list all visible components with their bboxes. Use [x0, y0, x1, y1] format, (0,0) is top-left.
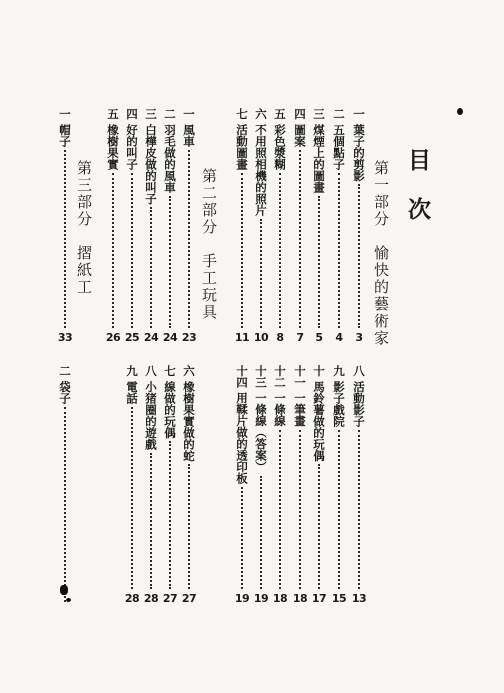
entry-page: 8 — [276, 331, 284, 344]
title-char: 次 — [408, 197, 431, 223]
entry-number: 五 — [273, 108, 287, 120]
entry-title: 一條線 — [273, 392, 287, 427]
leader-dots — [64, 407, 66, 603]
toc-entry[interactable] — [144, 108, 158, 344]
toc-entry[interactable] — [182, 365, 196, 605]
entry-page: 28 — [124, 592, 140, 605]
entry-number: 七 — [235, 108, 249, 120]
part-heading-2: 第二部分 手工玩具 — [200, 168, 218, 321]
entry-number: 七 — [163, 365, 177, 377]
leader-dots — [64, 150, 66, 329]
ink-spot — [66, 598, 71, 602]
entry-page: 18 — [272, 592, 288, 605]
leader-dots — [358, 184, 360, 328]
entry-title: 橡樹果實 — [106, 123, 120, 170]
entry-number: 十三 — [254, 365, 268, 388]
leader-dots — [150, 453, 152, 590]
leader-dots — [279, 430, 281, 590]
entry-title: 活動圖畫 — [235, 123, 249, 170]
ink-spot — [457, 108, 463, 115]
toc-entry[interactable] — [293, 365, 307, 605]
entry-number: 三 — [144, 108, 158, 120]
entry-title: 圖案 — [293, 123, 307, 147]
entry-number: 八 — [352, 365, 366, 377]
entry-title: 不用照相機的照片 — [254, 123, 268, 216]
toc-entry[interactable] — [182, 108, 196, 344]
entry-title: 帽子 — [58, 123, 72, 147]
leader-dots — [188, 150, 190, 329]
entry-page: 27 — [162, 592, 178, 605]
leader-dots — [150, 207, 152, 328]
toc-entry[interactable] — [352, 365, 366, 605]
leader-dots — [241, 487, 243, 589]
entry-title: 電話 — [125, 380, 139, 404]
entry-number: 十一 — [293, 365, 307, 388]
entry-title: 線做的玩偶 — [163, 380, 177, 438]
entry-number: 八 — [144, 365, 158, 377]
entry-title: 煤煙上的圖畫 — [312, 123, 326, 193]
entry-page: 5 — [315, 331, 323, 344]
toc-entry[interactable] — [235, 108, 249, 344]
leader-dots — [260, 476, 262, 590]
leader-dots — [279, 173, 281, 329]
toc-entry[interactable] — [144, 365, 158, 605]
leader-dots — [241, 173, 243, 329]
entry-page: 7 — [296, 331, 304, 344]
entry-title: 彩色漿糊 — [273, 123, 287, 170]
entry-number: 九 — [332, 365, 346, 377]
entry-number: 一 — [182, 108, 196, 120]
entry-page: 24 — [143, 331, 159, 344]
entry-number: 九 — [125, 365, 139, 377]
entry-number: 五 — [106, 108, 120, 120]
toc-entry[interactable] — [125, 108, 139, 344]
entry-page: 23 — [181, 331, 197, 344]
entry-number: 三 — [312, 108, 326, 120]
leader-dots — [131, 173, 133, 329]
entry-page: 33 — [57, 331, 73, 344]
toc-entry[interactable] — [312, 365, 326, 605]
entry-number: 六 — [182, 365, 196, 377]
title-char: 目 — [408, 148, 431, 174]
entry-page: 19 — [234, 592, 250, 605]
leader-dots — [318, 464, 320, 589]
toc-entry[interactable] — [125, 365, 139, 605]
entry-title: 一筆畫 — [293, 392, 307, 427]
entry-title: 五個點子 — [332, 123, 346, 170]
entry-page: 17 — [311, 592, 327, 605]
entry-number: 十 — [312, 365, 326, 377]
entry-title: 用鞣片做的透印板 — [235, 392, 249, 484]
leader-dots — [260, 219, 262, 329]
leader-dots — [169, 441, 171, 589]
toc-entry[interactable] — [58, 365, 72, 605]
entry-title: 好的叫子 — [125, 123, 139, 170]
toc-entry[interactable] — [273, 365, 287, 605]
toc-entry[interactable] — [106, 108, 120, 344]
toc-entry[interactable] — [293, 108, 307, 344]
entry-number: 十二 — [273, 365, 287, 388]
entry-page: 15 — [331, 592, 347, 605]
leader-dots — [299, 430, 301, 590]
toc-entry[interactable] — [254, 108, 268, 344]
leader-dots — [131, 407, 133, 590]
toc-entry[interactable] — [312, 108, 326, 344]
entry-page: 18 — [292, 592, 308, 605]
entry-number: 二 — [163, 108, 177, 120]
entry-page: 25 — [124, 331, 140, 344]
toc-entry[interactable] — [163, 108, 177, 344]
entry-page: 3 — [355, 331, 363, 344]
entry-number: 一 — [58, 108, 72, 120]
entry-number: 十四 — [235, 365, 249, 388]
entry-title: 橡樹果實做的蛇 — [182, 380, 196, 461]
leader-dots — [112, 173, 114, 329]
entry-title: 葉子的剪影 — [352, 123, 366, 181]
entry-page: 4 — [335, 331, 343, 344]
toc-entry[interactable] — [235, 365, 249, 605]
page-title — [408, 150, 431, 222]
entry-number: 四 — [125, 108, 139, 120]
toc-entry[interactable] — [254, 365, 268, 605]
toc-entry[interactable] — [58, 108, 72, 344]
entry-page: 26 — [105, 331, 121, 344]
entry-number: 四 — [293, 108, 307, 120]
entry-number: 二 — [58, 365, 72, 377]
entry-page: 24 — [162, 331, 178, 344]
entry-number: 二 — [332, 108, 346, 120]
part-heading-1: 第一部分 愉快的藝術家 — [372, 160, 390, 347]
part-heading-3: 第三部分 摺紙工 — [75, 160, 93, 296]
ink-spot — [60, 585, 68, 595]
leader-dots — [169, 196, 171, 329]
entry-page: 28 — [143, 592, 159, 605]
entry-title: 一條線（答案） — [254, 392, 268, 473]
entry-page: 27 — [181, 592, 197, 605]
leader-dots — [188, 464, 190, 589]
entry-title: 袋子 — [58, 380, 72, 404]
entry-title: 活動影子 — [352, 380, 366, 427]
toc-entry[interactable] — [163, 365, 177, 605]
toc-entry[interactable] — [332, 365, 346, 605]
entry-title: 馬鈴薯做的玩偶 — [312, 380, 326, 461]
leader-dots — [318, 196, 320, 329]
toc-entry[interactable] — [332, 108, 346, 344]
leader-dots — [299, 150, 301, 329]
leader-dots — [338, 430, 340, 590]
entry-number: 六 — [254, 108, 268, 120]
entry-title: 風車 — [182, 123, 196, 147]
leader-dots — [358, 430, 360, 590]
toc-entry[interactable] — [273, 108, 287, 344]
toc-entry[interactable] — [352, 108, 366, 344]
entry-page: 11 — [234, 331, 250, 344]
entry-page: 10 — [253, 331, 269, 344]
entry-title: 影子戲院 — [332, 380, 346, 427]
leader-dots — [338, 173, 340, 329]
entry-title: 小猪圈的遊戲 — [144, 380, 158, 450]
entry-number: 一 — [352, 108, 366, 120]
entry-page: 19 — [253, 592, 269, 605]
entry-title: 羽毛做的風車 — [163, 123, 177, 193]
entry-page: 13 — [351, 592, 367, 605]
entry-title: 白樺皮做的叫子 — [144, 123, 158, 204]
